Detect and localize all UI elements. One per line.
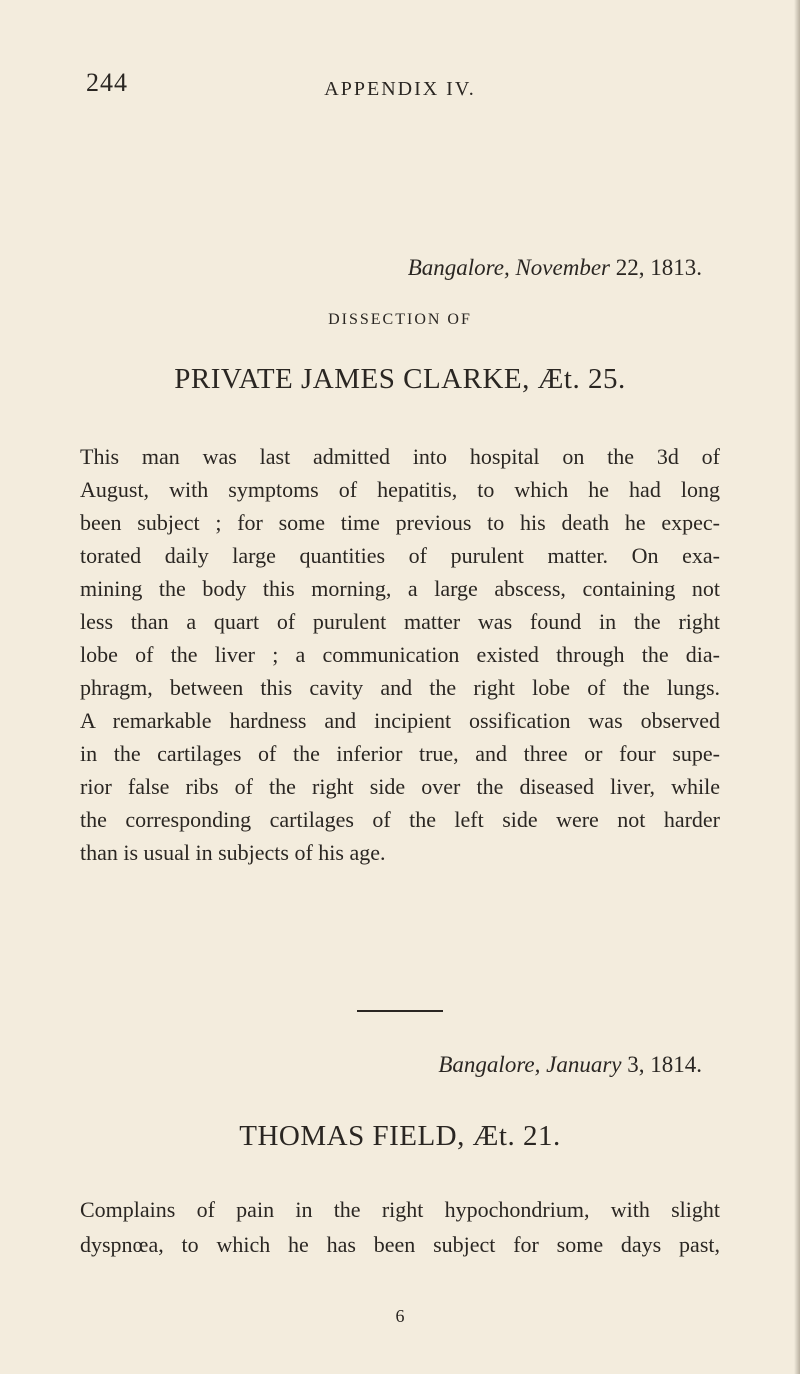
page-edge [794, 0, 800, 1374]
entry-1-line: torated daily large quantities of purulent matter. On exa- [80, 543, 720, 568]
entry-1-line: rior false ribs of the right side over the diseased liver, while [80, 774, 720, 799]
entry-2-title: THOMAS FIELD, Æt. 21. [239, 1120, 561, 1152]
section-divider [357, 1010, 443, 1012]
entry-1-line: than is usual in subjects of his age. [80, 840, 386, 865]
entry-2-date-numbers: 3, 1814. [627, 1052, 702, 1077]
entry-1-line: the corresponding cartilages of the left side were not harder [80, 807, 720, 832]
entry-1-place: Bangalore, [407, 255, 510, 280]
running-head: APPENDIX IV. [324, 78, 476, 100]
entry-1-line: mining the body this morning, a large abscess, containing not [80, 576, 720, 601]
entry-1-month: November [515, 255, 610, 280]
entry-1-line: in the cartilages of the inferior true, and three or four supe- [80, 741, 720, 766]
entry-1-line: August, with symptoms of hepatitis, to which he had long [80, 477, 720, 502]
entry-2-dateline [438, 1052, 702, 1078]
entry-1-line: phragm, between this cavity and the right lobe of the lungs. [80, 675, 720, 700]
page-number: 244 [86, 68, 128, 97]
entry-1-line: lobe of the liver ; a communication existed through the dia- [80, 642, 720, 667]
entry-2-line: Complains of pain in the right hypochondrium, with slight [80, 1197, 720, 1222]
entry-1-title: PRIVATE JAMES CLARKE, Æt. 25. [174, 363, 626, 395]
entry-1-line: A remarkable hardness and incipient ossification was observed [80, 708, 720, 733]
entry-2-line: dyspnœa, to which he has been subject for some days past, [80, 1232, 720, 1257]
entry-1-line: been subject ; for some time previous to his death he expec- [80, 510, 720, 535]
entry-1-line: less than a quart of purulent matter was found in the right [80, 609, 720, 634]
entry-1-date-numbers: 22, 1813. [615, 255, 702, 280]
entry-1-dateline [408, 255, 702, 281]
entry-2-place: Bangalore, [438, 1052, 541, 1077]
entry-1-section-label: DISSECTION OF [328, 311, 472, 328]
entry-2-month: January [546, 1052, 622, 1077]
signature-mark: 6 [395, 1306, 405, 1326]
entry-1-line: This man was last admitted into hospital on the 3d of [80, 444, 720, 469]
